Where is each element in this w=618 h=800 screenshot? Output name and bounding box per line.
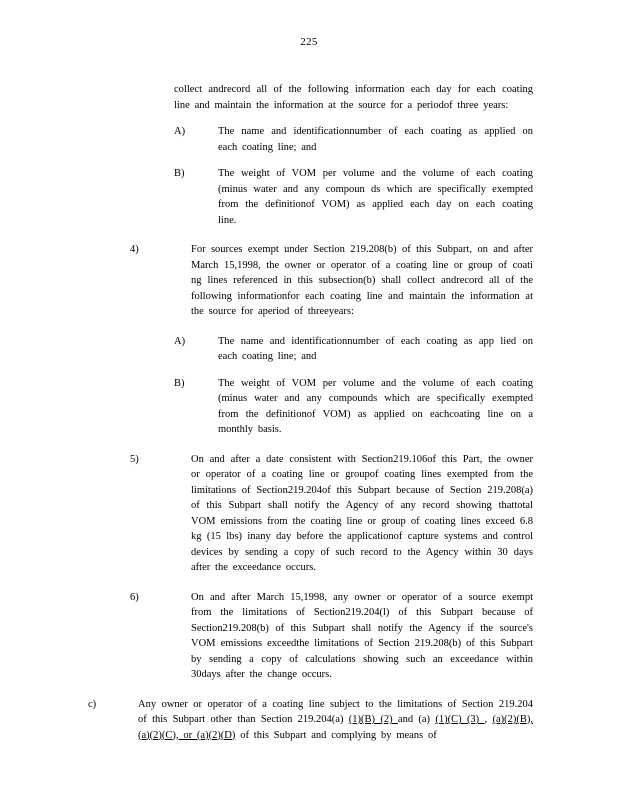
list-marker: c) <box>88 698 97 710</box>
underlined-citation: (a)(2)(B), (a)(2)(C), or (a)(2)(D) <box>138 714 533 741</box>
list-item-text: The name and identificationnumber of each coating as applied on each coating line; and <box>218 126 533 153</box>
list-item <box>130 590 533 683</box>
list-marker: B) <box>174 377 185 389</box>
list-marker: A) <box>174 335 186 347</box>
paragraph-text: collect andrecord all of the following information each day for each coating line and maintain the information at the source for a periodof three years: <box>174 84 533 111</box>
list-marker: 6) <box>130 591 139 603</box>
list-item-text: On and after March 15,1998, any owner or operator of a source exempt from the limitations of Section219.204(l) of this Subpart because of Section219.208(b) of this Subpart shall notify the Agency if the source's VOM emissions exceedthe limitations of Section 219.208(b) of this Subpart by sending a copy of calculations showing such an exceedance within 30days after the change occurs. <box>191 591 533 680</box>
list-marker: B) <box>174 168 185 179</box>
list-marker: A) <box>174 126 186 137</box>
text-run: of this Subpart and complying by means of <box>235 729 437 741</box>
list-item <box>130 452 533 576</box>
text-run: and (a) <box>397 714 436 725</box>
page-content <box>88 82 533 754</box>
page-number: 225 <box>300 36 318 48</box>
list-item-text: On and after a date consistent with Section219.106of this Part, the owner or operator of a coating line or groupof coating lines exempted from the limitations of Section219.204of this Subpart because of Section 219.208(a) of this Subpart shall notify the Agency of any record showing thattotal VOM emissions from the coating line or group of coating lines exceed 6.8 kg (15 lbs) inany day before the applicationof capture systems and control devices by sending a copy of such record to the Agency within 30 days after the exceedance occurs. <box>191 453 533 573</box>
list-item-text: The weight of VOM per volume and the volume of each coating (minus water and any compoun ds which are specifically exempted from the definitionof VOM) as applied each day on each coating line. <box>218 168 533 226</box>
list-item-text: The weight of VOM per volume and the volume of each coating (minus water and any compounds which are specifically exempted from the definitionof VOM) as applied on eachcoating line on a monthly basis. <box>218 377 533 435</box>
list-item <box>130 242 533 320</box>
list-marker: 4) <box>130 244 139 255</box>
list-item <box>174 166 533 228</box>
list-item <box>174 376 533 438</box>
list-marker: 5) <box>130 453 139 465</box>
list-item <box>174 124 533 155</box>
text-run: , <box>484 714 493 725</box>
paragraph-intro <box>174 82 533 113</box>
text-run: Any owner or operator of a coating line subject to the limitations of Section 219.204 of this Subpart other than Section 219.204(a) <box>138 698 533 725</box>
list-item <box>174 334 533 365</box>
underlined-citation: (1)(B) (2) <box>348 714 398 725</box>
list-item-text: For sources exempt under Section 219.208(b) of this Subpart, on and after March 15,1998, the owner or operator of a coating line or group of coati ng lines referenced in this subsection(b) shall collect andrecord all of the following informationfor each coating line and maintain the information at the source for aperiod of threeyears: <box>191 244 533 317</box>
list-item-text: The name and identificationnumber of each coating as app lied on each coating line; and <box>218 335 533 362</box>
underlined-citation: (1)(C) (3) <box>435 714 485 725</box>
subsection-c-text <box>138 697 533 744</box>
list-item-subsection-c <box>88 697 533 744</box>
